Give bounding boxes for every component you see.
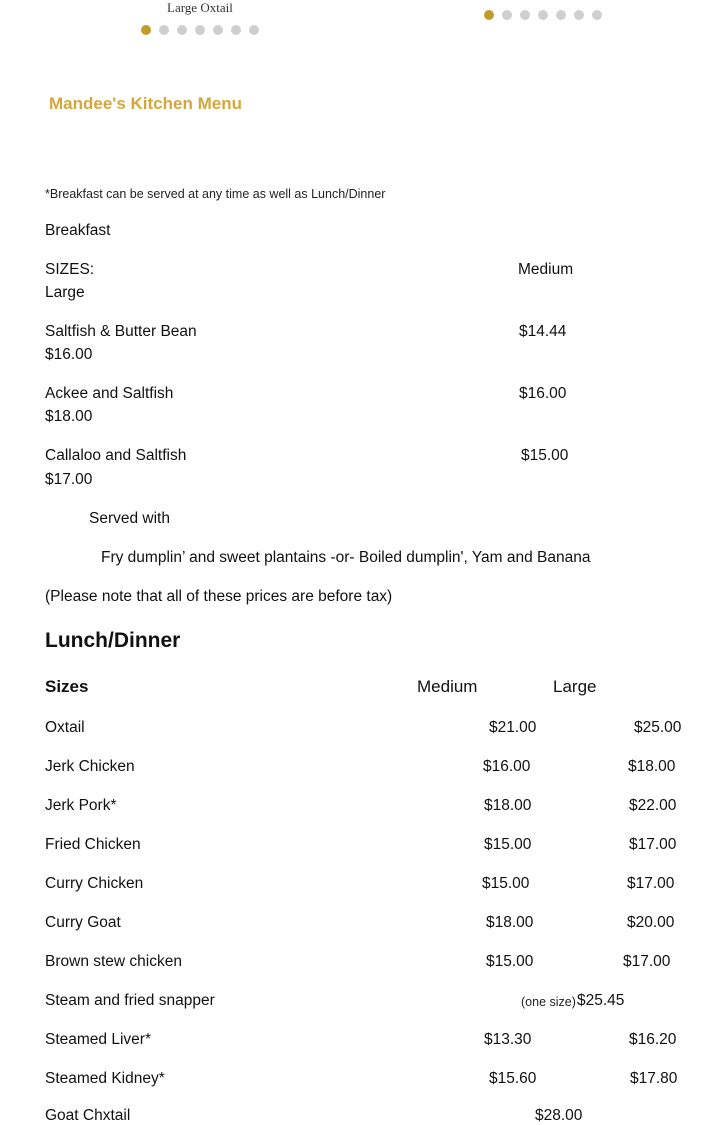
lunch-item-large-price: $25.00	[634, 719, 682, 736]
lunch-item-name: Jerk Pork*	[45, 797, 117, 814]
breakfast-heading: Breakfast	[45, 222, 111, 239]
breakfast-size-large: Large	[45, 284, 85, 301]
lunch-size-large: Large	[553, 677, 597, 696]
lunch-item-large-price: $20.00	[627, 914, 675, 931]
slider-dot[interactable]	[502, 10, 512, 20]
lunch-size-medium: Medium	[417, 677, 478, 696]
slide-caption: Large Oxtail	[167, 0, 233, 15]
slider-dot[interactable]	[249, 25, 259, 35]
slider-dot[interactable]	[195, 25, 205, 35]
lunch-item-large-price: $17.00	[627, 875, 675, 892]
lunch-item-medium-price: $15.00	[484, 836, 532, 853]
slider-dot[interactable]	[574, 10, 584, 20]
lunch-item-large-price: $17.00	[623, 953, 671, 970]
slider-dot[interactable]	[177, 25, 187, 35]
lunch-item-medium-price: $15.00	[486, 953, 534, 970]
breakfast-item-medium-price: $14.44	[519, 323, 567, 340]
snapper-size-note: (one size)	[521, 995, 576, 1009]
lunch-sizes-label: Sizes	[45, 677, 89, 696]
breakfast-item-large-price: $18.00	[45, 408, 93, 425]
lunch-item-medium-price: $15.00	[482, 875, 530, 892]
lunch-item-medium-price: $15.60	[489, 1070, 537, 1087]
breakfast-note: *Breakfast can be served at any time as well as Lunch/Dinner	[45, 187, 386, 201]
slider-dot[interactable]	[141, 25, 151, 35]
breakfast-item-large-price: $17.00	[45, 471, 93, 488]
slider-dot[interactable]	[159, 25, 169, 35]
lunch-item-name: Oxtail	[45, 719, 85, 736]
lunch-item-medium-price: $16.00	[483, 758, 531, 775]
lunch-item-medium-price: $18.00	[484, 797, 532, 814]
lunch-heading: Lunch/Dinner	[45, 629, 181, 652]
lunch-item-large-price: $18.00	[628, 758, 676, 775]
tax-note: (Please note that all of these prices are before tax)	[45, 588, 393, 605]
lunch-item-name: Steamed Kidney*	[45, 1070, 165, 1087]
breakfast-item-name: Callaloo and Saltfish	[45, 447, 187, 464]
lunch-item-large-price: $16.20	[629, 1031, 677, 1048]
slider-dot[interactable]	[484, 10, 494, 20]
lunch-item-name: Curry Goat	[45, 914, 121, 931]
slider-dot[interactable]	[520, 10, 530, 20]
lunch-item-name: Brown stew chicken	[45, 953, 182, 970]
lunch-item-large-price: $17.80	[630, 1070, 678, 1087]
breakfast-item-medium-price: $15.00	[521, 447, 569, 464]
breakfast-item-large-price: $16.00	[45, 346, 93, 363]
snapper-name: Steam and fried snapper	[45, 992, 215, 1009]
lunch-item-large-price: $22.00	[629, 797, 677, 814]
breakfast-size-medium: Medium	[518, 261, 574, 278]
lunch-item-medium-price: $18.00	[486, 914, 534, 931]
lunch-item-name: Fried Chicken	[45, 836, 141, 853]
lunch-item-medium-price: $13.30	[484, 1031, 532, 1048]
lunch-item-name: Curry Chicken	[45, 875, 144, 892]
lunch-item-name-partial: Goat Chxtail	[45, 1107, 131, 1124]
lunch-item-price-partial: $28.00	[535, 1107, 583, 1124]
menu-title: Mandee's Kitchen Menu	[49, 94, 242, 113]
breakfast-item-name: Saltfish & Butter Bean	[45, 323, 197, 340]
served-with-label: Served with	[89, 510, 170, 527]
slider-dot[interactable]	[556, 10, 566, 20]
slider-dots-left[interactable]	[141, 25, 259, 35]
breakfast-item-medium-price: $16.00	[519, 385, 567, 402]
lunch-item-medium-price: $21.00	[489, 719, 537, 736]
slider-dot[interactable]	[538, 10, 548, 20]
served-with-text: Fry dumplin’ and sweet plantains -or- Boiled dumplin', Yam and Banana	[101, 549, 591, 566]
breakfast-item-name: Ackee and Saltfish	[45, 385, 174, 402]
lunch-item-large-price: $17.00	[629, 836, 677, 853]
snapper-price: $25.45	[577, 992, 625, 1009]
slider-dots-right[interactable]	[484, 10, 602, 20]
lunch-item-name: Jerk Chicken	[45, 758, 135, 775]
slider-dot[interactable]	[592, 10, 602, 20]
breakfast-sizes-label: SIZES:	[45, 261, 95, 278]
slider-dot[interactable]	[213, 25, 223, 35]
slider-dot[interactable]	[231, 25, 241, 35]
lunch-item-name: Steamed Liver*	[45, 1031, 151, 1048]
